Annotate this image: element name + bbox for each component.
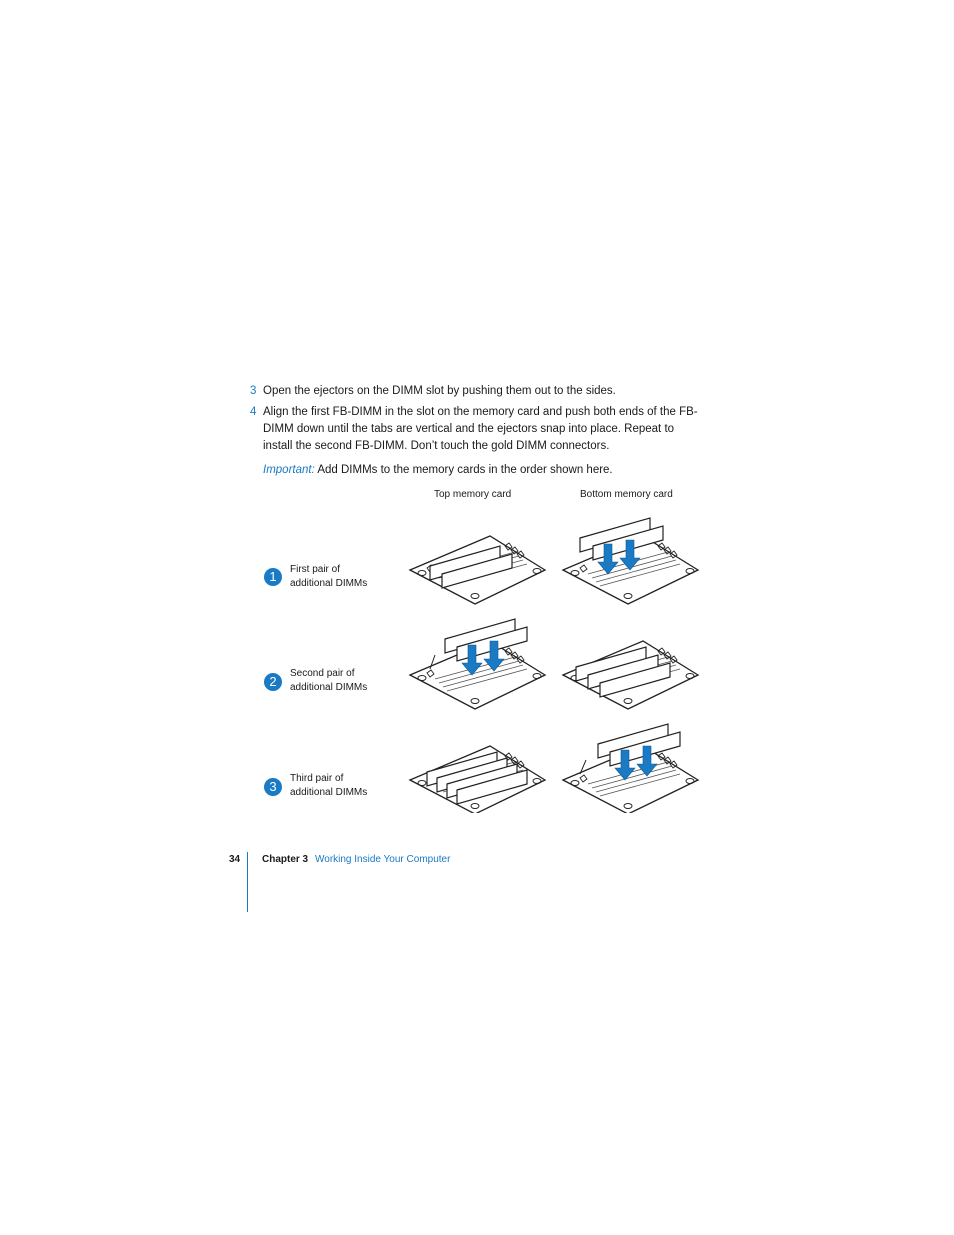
- step-text: Align the first FB-DIMM in the slot on the memory card and push both ends of the FB-DIMM down until the tabs are vertical and the ejectors snap into place. Repeat to install the second FB-DIMM. Don’t touch the gold DIMM connectors.: [263, 406, 698, 452]
- footer-chapter-title: Working Inside Your Computer: [315, 854, 451, 865]
- row-3-bottom-card-illustration: [563, 724, 698, 813]
- row-label-line: Third pair of: [290, 773, 344, 784]
- memory-card-diagram: [405, 508, 705, 813]
- important-note: [263, 462, 613, 479]
- step-number: 3: [250, 385, 257, 397]
- row-2-badge: 2: [264, 673, 282, 691]
- row-label-line: additional DIMMs: [290, 787, 368, 798]
- row-label-line: additional DIMMs: [290, 578, 368, 589]
- footer-divider: [247, 852, 248, 912]
- row-1-top-card-illustration: [410, 536, 545, 604]
- important-text: Add DIMMs to the memory cards in the order shown here.: [317, 464, 613, 476]
- row-3-badge: 3: [264, 778, 282, 796]
- step-number: 4: [250, 406, 257, 418]
- page-number: 34: [229, 854, 241, 865]
- column-header-bottom-card: Bottom memory card: [580, 489, 673, 500]
- row-label-line: additional DIMMs: [290, 682, 368, 693]
- row-2-bottom-card-illustration: [563, 641, 698, 709]
- row-1-bottom-card-illustration: [563, 518, 698, 604]
- column-header-top-card: Top memory card: [434, 489, 512, 500]
- footer-chapter: Chapter 3: [262, 854, 309, 865]
- row-3-label: [290, 772, 400, 800]
- row-2-label: [290, 667, 400, 695]
- row-2-top-card-illustration: [410, 619, 545, 709]
- row-3-top-card-illustration: [410, 746, 545, 813]
- row-1-badge: 1: [264, 568, 282, 586]
- row-1-label: [290, 563, 400, 591]
- important-label: Important:: [263, 464, 315, 476]
- step-text: Open the ejectors on the DIMM slot by pushing them out to the sides.: [263, 385, 616, 397]
- row-label-line: Second pair of: [290, 668, 355, 679]
- row-label-line: First pair of: [290, 564, 341, 575]
